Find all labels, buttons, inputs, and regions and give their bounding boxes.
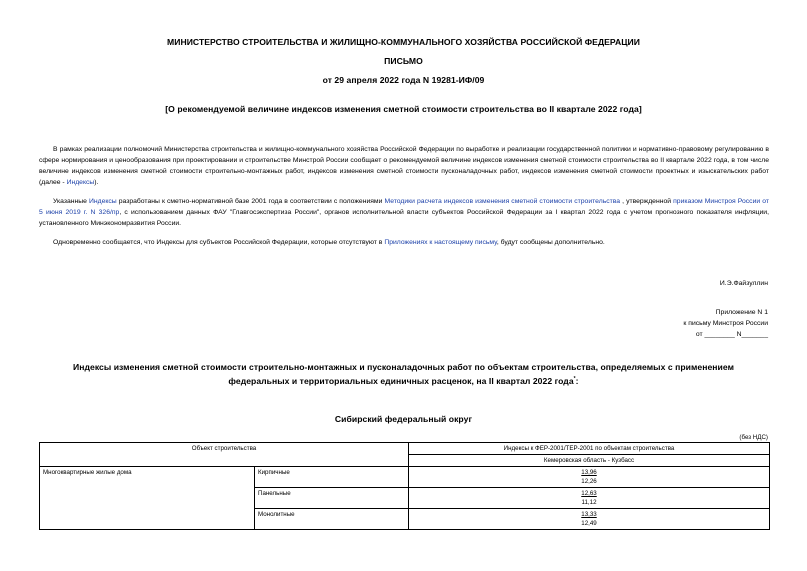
- appendix-title: Приложение N 1: [715, 309, 768, 316]
- p3-text-b: , будут сообщены дополнительно.: [496, 239, 605, 246]
- appendices-link[interactable]: Приложениях к настоящему письму: [384, 239, 497, 246]
- p2-text-b: разработаны к сметно-нормативной базе 2001 года в соответствии с положениями: [116, 198, 385, 205]
- building-type: Монолитные: [255, 509, 409, 530]
- document-date-number: от 29 апреля 2022 года N 19281-ИФ/09: [322, 75, 485, 85]
- order-link[interactable]: приказом Минстроя России от 5 июня 2019 г. N 326/пр: [39, 198, 769, 216]
- p2-text-d: , с использованием данных ФАУ "Главгосэкспертиза России", органов исполнительной власти субъектов Российской Федерации за I квартал 2022 года с учетом прогнозного показателя инфляции, установленного Минэкономразвития России.: [39, 209, 769, 227]
- table-header-row: [40, 443, 770, 455]
- object-name: Многоквартирные жилые дома: [40, 467, 255, 530]
- building-type: Панельные: [255, 488, 409, 509]
- p2-text-c: , утвержденной: [620, 198, 674, 205]
- indexes-link-2[interactable]: Индексы: [88, 198, 117, 205]
- appendix-to-letter: к письму Минстроя России: [683, 320, 768, 327]
- paragraph-3: [39, 237, 769, 248]
- vat-note: (без НДС): [739, 434, 768, 441]
- index-values: [409, 509, 770, 530]
- document-type: ПИСЬМО: [384, 56, 423, 66]
- index-value-1: 13,96: [581, 469, 597, 476]
- section-title: [60, 361, 747, 387]
- index-value-2: 11,12: [581, 499, 597, 506]
- index-value-2: 12,49: [581, 520, 597, 527]
- index-values: [409, 488, 770, 509]
- index-value-1: 12,63: [581, 490, 597, 497]
- p1-text-b: ).: [94, 179, 99, 186]
- paragraph-1: [39, 144, 769, 188]
- table-row: [40, 467, 770, 488]
- header-object: Объект строительства: [40, 443, 409, 467]
- indexes-table: [39, 442, 770, 530]
- p3-text-a: Одновременно сообщается, что Индексы для субъектов Российской Федерации, которые отсутствуют в: [53, 239, 385, 246]
- p2-text-a: Указанные: [53, 198, 89, 205]
- header-indexes: Индексы к ФЕР-2001/ТЕР-2001 по объектам строительства: [409, 443, 770, 455]
- index-values: [409, 467, 770, 488]
- district-heading: Сибирский федеральный округ: [334, 414, 473, 424]
- paragraph-2: [39, 196, 769, 229]
- footnote-mark[interactable]: *: [573, 376, 576, 382]
- appendix-date-line: от ________ N_______: [695, 331, 768, 338]
- section-title-text: Индексы изменения сметной стоимости строительно-монтажных и пусконаладочных работ по объектам строительства, определяемых с применением федеральных и территориальных единичных расценок, на II квартал 2022 года: [73, 362, 734, 386]
- building-type: Кирпичные: [255, 467, 409, 488]
- document-subject: [О рекомендуемой величине индексов изменения сметной стоимости строительства во II квартале 2022 года]: [165, 104, 642, 114]
- p1-text-a: В рамках реализации полномочий Министерства строительства и жилищно-коммунального хозяйства Российской Федерации по выработке и реализации государственной политики и нормативно-правовому регулированию в сфере нормирования и ценообразования при проектировании и строительстве Минстрой России сообщает о рекомендуемой величине индексов изменения сметной стоимости строительства во II квартале 2022 года, в том числе величине индексов изменения сметной стоимости строительно-монтажных работ, индексов изменения сметной стоимости пусконаладочных работ, индексов изменения сметной стоимости проектных и изыскательских работ (далее -: [39, 146, 769, 186]
- index-value-1: 13,33: [581, 511, 597, 518]
- index-value-2: 12,26: [581, 478, 597, 485]
- methodology-link[interactable]: Методики расчета индексов изменения сметной стоимости строительства: [384, 198, 621, 205]
- signature: И.Э.Файзуллин: [719, 280, 768, 287]
- ministry-heading: МИНИСТЕРСТВО СТРОИТЕЛЬСТВА И ЖИЛИЩНО-КОММУНАЛЬНОГО ХОЗЯЙСТВА РОССИЙСКОЙ ФЕДЕРАЦИИ: [167, 37, 640, 47]
- indexes-link[interactable]: Индексы: [66, 179, 95, 186]
- header-region: Кемеровская область - Кузбасс: [409, 455, 770, 467]
- section-title-end: :: [575, 375, 579, 386]
